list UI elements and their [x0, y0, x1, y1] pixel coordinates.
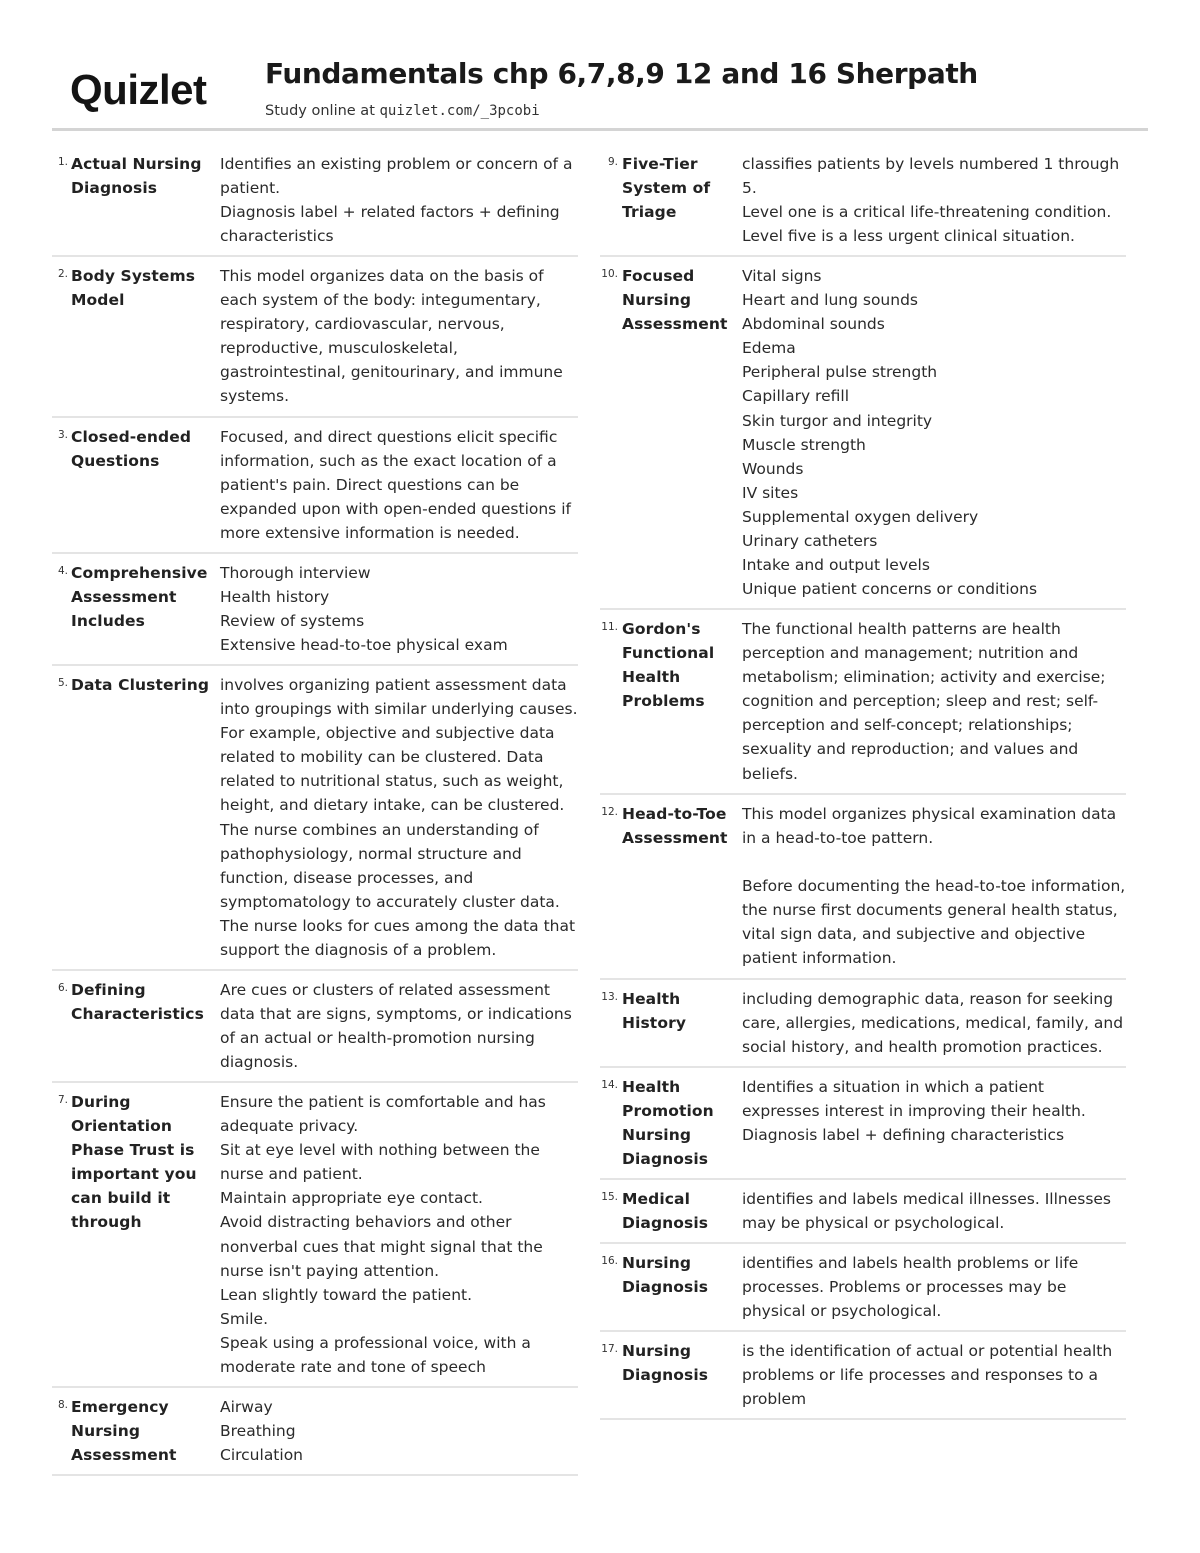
- card-definition: [742, 802, 1126, 971]
- flashcard: [600, 983, 1126, 1068]
- flashcard: [52, 669, 578, 971]
- card-number: 16.: [601, 1255, 618, 1267]
- definition-line: Avoid distracting behaviors and other nonverbal cues that might signal that the nurse isn't paying attention.: [220, 1213, 543, 1280]
- card-number: 14.: [601, 1079, 618, 1091]
- left-column: [52, 148, 578, 1479]
- definition-line: Airway: [220, 1398, 273, 1416]
- card-number: 5.: [57, 677, 68, 689]
- quizlet-logo[interactable]: Quizlet: [70, 66, 207, 113]
- flashcard: [52, 557, 578, 666]
- card-term: Nursing Diagnosis: [622, 1342, 709, 1384]
- card-number: 9.: [607, 156, 618, 168]
- definition-line: Diagnosis label + defining characteristics: [742, 1126, 1065, 1145]
- page-title: Fundamentals chp 6,7,8,9 12 and 16 Sherpath: [265, 57, 978, 90]
- definition-line: Maintain appropriate eye contact.: [220, 1189, 483, 1208]
- card-definition: [742, 1187, 1126, 1235]
- definition-line: Capillary refill: [742, 387, 849, 406]
- definition-line: Unique patient concerns or conditions: [742, 580, 1038, 599]
- card-number: 6.: [57, 982, 68, 994]
- card-definition: [220, 978, 580, 1074]
- definition-line: Sit at eye level with nothing between the nurse and patient.: [220, 1141, 540, 1184]
- card-term: Health Promotion Nursing Diagnosis: [622, 1078, 714, 1168]
- card-term: Nursing Diagnosis: [622, 1254, 709, 1296]
- flashcard: [600, 613, 1126, 795]
- definition-line: The functional health patterns are health perception and management; nutrition and metabolism; elimination; activity and exercise; cognition and perception; sleep and rest; self-perception and self-concept; relationships; sexuality and reproduction; and values and beliefs.: [742, 620, 1106, 783]
- definition-line: Speak using a professional voice, with a moderate rate and tone of speech: [220, 1333, 531, 1377]
- card-term: Gordon's Functional Health Problems: [622, 620, 715, 710]
- card-term: Health History: [622, 990, 687, 1032]
- flashcard: [600, 798, 1126, 980]
- flashcard: [600, 1247, 1126, 1332]
- definition-line: including demographic data, reason for seeking care, allergies, medications, medical, family, and social history, and health promotion practices.: [742, 990, 1124, 1057]
- definition-line: Peripheral pulse strength: [742, 363, 938, 382]
- definition-line: Identifies a situation in which a patient expresses interest in improving their health.: [742, 1078, 1086, 1121]
- definition-line: Breathing: [220, 1422, 296, 1441]
- card-definition: [742, 1339, 1126, 1411]
- card-term: Medical Diagnosis: [622, 1190, 709, 1232]
- card-number: 17.: [601, 1343, 618, 1355]
- flashcard: [600, 148, 1126, 257]
- card-definition: [742, 264, 1126, 601]
- card-definition: [220, 425, 580, 545]
- definition-line: Intake and output levels: [742, 556, 930, 575]
- definition-line: IV sites: [742, 483, 799, 502]
- definition-line: Level one is a critical life-threatening condition.: [742, 203, 1112, 222]
- card-number: 2.: [57, 268, 68, 280]
- definition-line: Focused, and direct questions elicit specific information, such as the exact location of a patient's pain. Direct questions can be expanded upon with open-ended questions if more extensive information is needed.: [220, 428, 571, 543]
- definition-line: Wounds: [742, 459, 804, 478]
- flashcard: [600, 1335, 1126, 1420]
- card-term: Body Systems Model: [71, 267, 196, 309]
- card-term: During Orientation Phase Trust is important you can build it through: [71, 1093, 197, 1231]
- card-term: Closed-ended Questions: [71, 428, 192, 470]
- definition-line: This model organizes physical examination data in a head-to-toe pattern.: [742, 805, 1117, 848]
- definition-line: Review of systems: [220, 612, 365, 631]
- card-number: 13.: [601, 991, 618, 1003]
- card-term: Focused Nursing Assessment: [622, 267, 728, 333]
- card-number: 4.: [57, 565, 68, 577]
- card-term: Actual Nursing Diagnosis: [71, 155, 202, 197]
- card-definition: [220, 264, 580, 409]
- flashcard: [52, 1391, 578, 1476]
- flashcard: [52, 1086, 578, 1388]
- definition-line: Heart and lung sounds: [742, 291, 918, 310]
- definition-line: Skin turgor and integrity: [742, 411, 933, 430]
- card-number: 1.: [57, 156, 68, 168]
- definition-line: Identifies an existing problem or concern of a patient.: [220, 155, 573, 198]
- definition-line: Smile.: [220, 1309, 269, 1328]
- flashcard: [52, 974, 578, 1083]
- flashcard: [52, 148, 578, 257]
- card-number: 7.: [57, 1094, 68, 1106]
- card-definition: [220, 673, 580, 962]
- card-definition: [742, 617, 1126, 786]
- definition-line: Urinary catheters: [742, 532, 878, 551]
- card-number: 3.: [57, 429, 68, 441]
- card-definition: [742, 152, 1126, 248]
- right-column: [600, 148, 1126, 1423]
- card-term: Defining Characteristics: [71, 981, 204, 1023]
- card-number: 8.: [57, 1399, 68, 1411]
- card-number: 12.: [601, 806, 618, 818]
- card-number: 15.: [601, 1191, 618, 1203]
- definition-line: This model organizes data on the basis of each system of the body: integumentary, respiratory, cardiovascular, nervous, reproductive, musculoskeletal, gastrointestinal, genitourinary, and immune systems.: [220, 267, 563, 406]
- definition-line: identifies and labels medical illnesses. Illnesses may be physical or psychological.: [742, 1190, 1112, 1233]
- definition-line: Health history: [220, 588, 330, 607]
- definition-line: Before documenting the head-to-toe information, the nurse first documents general health status, vital sign data, and subjective and objective patient information.: [742, 877, 1126, 968]
- definition-line: involves organizing patient assessment data into groupings with similar underlying causes. For example, objective and subjective data related to mobility can be clustered. Data related to nutritional status, such as weight, height, and dietary intake, can be clustered. The nurse combines an understanding of pathophysiology, normal structure and function, disease processes, and symptomatology to accurately cluster data. The nurse looks for cues among the data that support the diagnosis of a problem.: [220, 676, 578, 960]
- definition-line: Level five is a less urgent clinical situation.: [742, 227, 1075, 246]
- header-divider: [52, 128, 1148, 131]
- card-definition: [220, 1090, 580, 1379]
- definition-line: Abdominal sounds: [742, 315, 885, 334]
- subtitle-prefix: Study online at: [265, 103, 380, 119]
- definition-line: identifies and labels health problems or life processes. Problems or processes may be physical or psychological.: [742, 1254, 1079, 1321]
- flashcard: [600, 1183, 1126, 1244]
- definition-line: Vital signs: [742, 267, 822, 285]
- definition-line: Supplemental oxygen delivery: [742, 507, 979, 526]
- definition-line: Extensive head-to-toe physical exam: [220, 636, 508, 655]
- definition-line: Muscle strength: [742, 435, 866, 454]
- card-term: Emergency Nursing Assessment: [71, 1398, 177, 1464]
- definition-line: Diagnosis label + related factors + defining characteristics: [220, 203, 560, 246]
- card-definition: [742, 987, 1126, 1059]
- definition-line: Lean slightly toward the patient.: [220, 1285, 473, 1304]
- definition-line: is the identification of actual or potential health problems or life processes and responses to a problem: [742, 1342, 1113, 1409]
- flashcard: [600, 260, 1126, 610]
- definition-line: Circulation: [220, 1446, 304, 1465]
- definition-line: [742, 850, 1126, 874]
- flashcard: [52, 260, 578, 418]
- study-online-text: [265, 103, 540, 119]
- flashcard: [52, 421, 578, 554]
- definition-line: Edema: [742, 339, 796, 358]
- card-definition: [742, 1251, 1126, 1323]
- card-term: Five-Tier System of Triage: [622, 155, 711, 221]
- card-term: Comprehensive Assessment Includes: [71, 564, 208, 630]
- definition-line: Thorough interview: [220, 564, 371, 582]
- card-number: 10.: [601, 268, 618, 280]
- card-definition: [220, 152, 580, 248]
- card-term: Data Clustering: [71, 676, 210, 694]
- definition-line: Ensure the patient is comfortable and has adequate privacy.: [220, 1093, 546, 1136]
- card-definition: [220, 1395, 580, 1467]
- definition-line: classifies patients by levels numbered 1 through 5.: [742, 155, 1120, 198]
- set-url-link[interactable]: quizlet.com/_3pcobi: [379, 103, 540, 119]
- card-definition: [220, 561, 580, 657]
- flashcard: [600, 1071, 1126, 1180]
- card-term: Head-to-Toe Assessment: [622, 805, 728, 847]
- definition-line: Are cues or clusters of related assessment data that are signs, symptoms, or indications of an actual or health-promotion nursing diagnosis.: [220, 981, 572, 1072]
- card-definition: [742, 1075, 1126, 1147]
- page-header: [52, 54, 1148, 134]
- card-number: 11.: [601, 621, 618, 633]
